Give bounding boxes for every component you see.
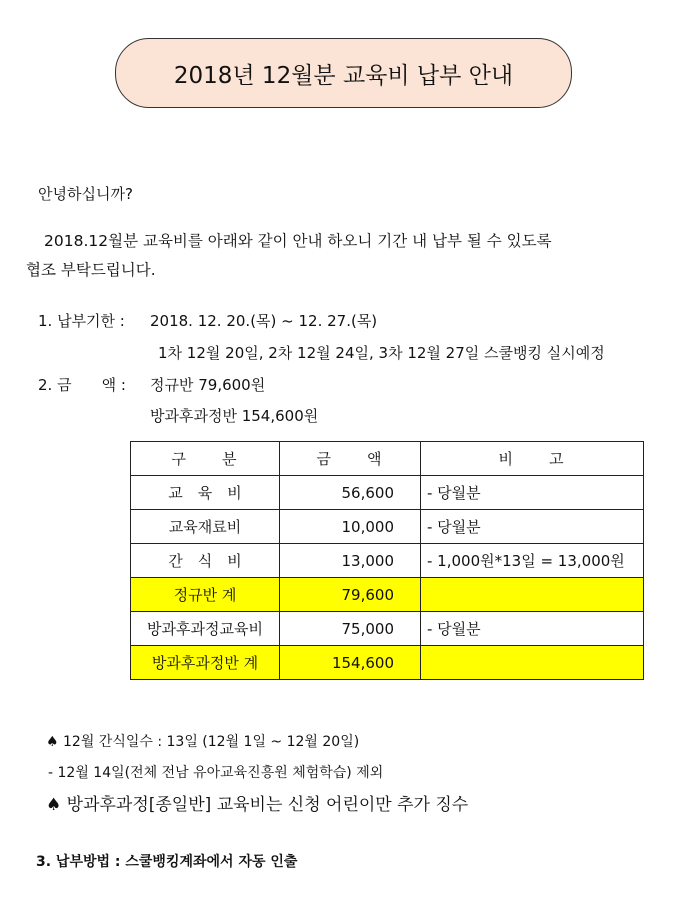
section3-payment-method: 3. 납부방법 : 스쿨뱅킹계좌에서 자동 인출 xyxy=(36,854,298,870)
header-note: 비 고 xyxy=(421,442,644,476)
note-snack-days: ♠ 12월 간식일수 : 13일 (12월 1일 ~ 12월 20일) xyxy=(46,734,360,750)
row-note: - 당월분 xyxy=(421,476,644,510)
row-item: 간 식 비 xyxy=(131,544,280,578)
row-item: 방과후과정반 계 xyxy=(131,646,280,680)
section2-label: 2. 금 액 : xyxy=(38,376,126,394)
section1-value: 2018. 12. 20.(목) ~ 12. 27.(목) xyxy=(150,312,378,330)
row-item: 교육재료비 xyxy=(131,510,280,544)
section1-detail: 1차 12월 20일, 2차 12월 24일, 3차 12월 27일 스쿨뱅킹 실시예정 xyxy=(158,344,605,362)
table-row xyxy=(131,544,644,578)
table-row xyxy=(131,612,644,646)
row-note: - 당월분 xyxy=(421,510,644,544)
header-amount: 금 액 xyxy=(280,442,421,476)
title-box xyxy=(115,38,572,108)
row-note: - 1,000원*13일 = 13,000원 xyxy=(421,544,644,578)
note-afterschool: ♠ 방과후과정[종일반] 교육비는 신청 어린이만 추가 징수 xyxy=(46,795,469,815)
section2-value: 정규반 79,600원 xyxy=(150,376,266,394)
row-amount: 79,600 xyxy=(280,578,421,612)
row-note xyxy=(421,646,644,680)
row-amount: 154,600 xyxy=(280,646,421,680)
table-row xyxy=(131,578,644,612)
row-amount: 56,600 xyxy=(280,476,421,510)
table-row xyxy=(131,646,644,680)
row-amount: 10,000 xyxy=(280,510,421,544)
header-item: 구 분 xyxy=(131,442,280,476)
row-item: 방과후과정교육비 xyxy=(131,612,280,646)
greeting: 안녕하십니까? xyxy=(38,185,133,203)
document-title: 2018년 12월분 교육비 납부 안내 xyxy=(173,62,514,89)
intro-line-2: 협조 부탁드립니다. xyxy=(26,261,156,279)
table-row xyxy=(131,476,644,510)
note-exclusion: - 12월 14일(전체 전남 유아교육진흥원 체험학습) 제외 xyxy=(48,765,384,781)
table-header xyxy=(131,442,644,476)
section1-label: 1. 납부기한 : xyxy=(38,312,125,330)
row-item: 정규반 계 xyxy=(131,578,280,612)
intro-line-1: 2018.12월분 교육비를 아래와 같이 안내 하오니 기간 내 납부 될 수 있도록 xyxy=(44,232,552,250)
table-row xyxy=(131,510,644,544)
row-amount: 75,000 xyxy=(280,612,421,646)
section2-value2: 방과후과정반 154,600원 xyxy=(150,407,319,425)
row-item: 교 육 비 xyxy=(131,476,280,510)
row-note: - 당월분 xyxy=(421,612,644,646)
fee-table xyxy=(130,441,644,680)
row-note xyxy=(421,578,644,612)
row-amount: 13,000 xyxy=(280,544,421,578)
